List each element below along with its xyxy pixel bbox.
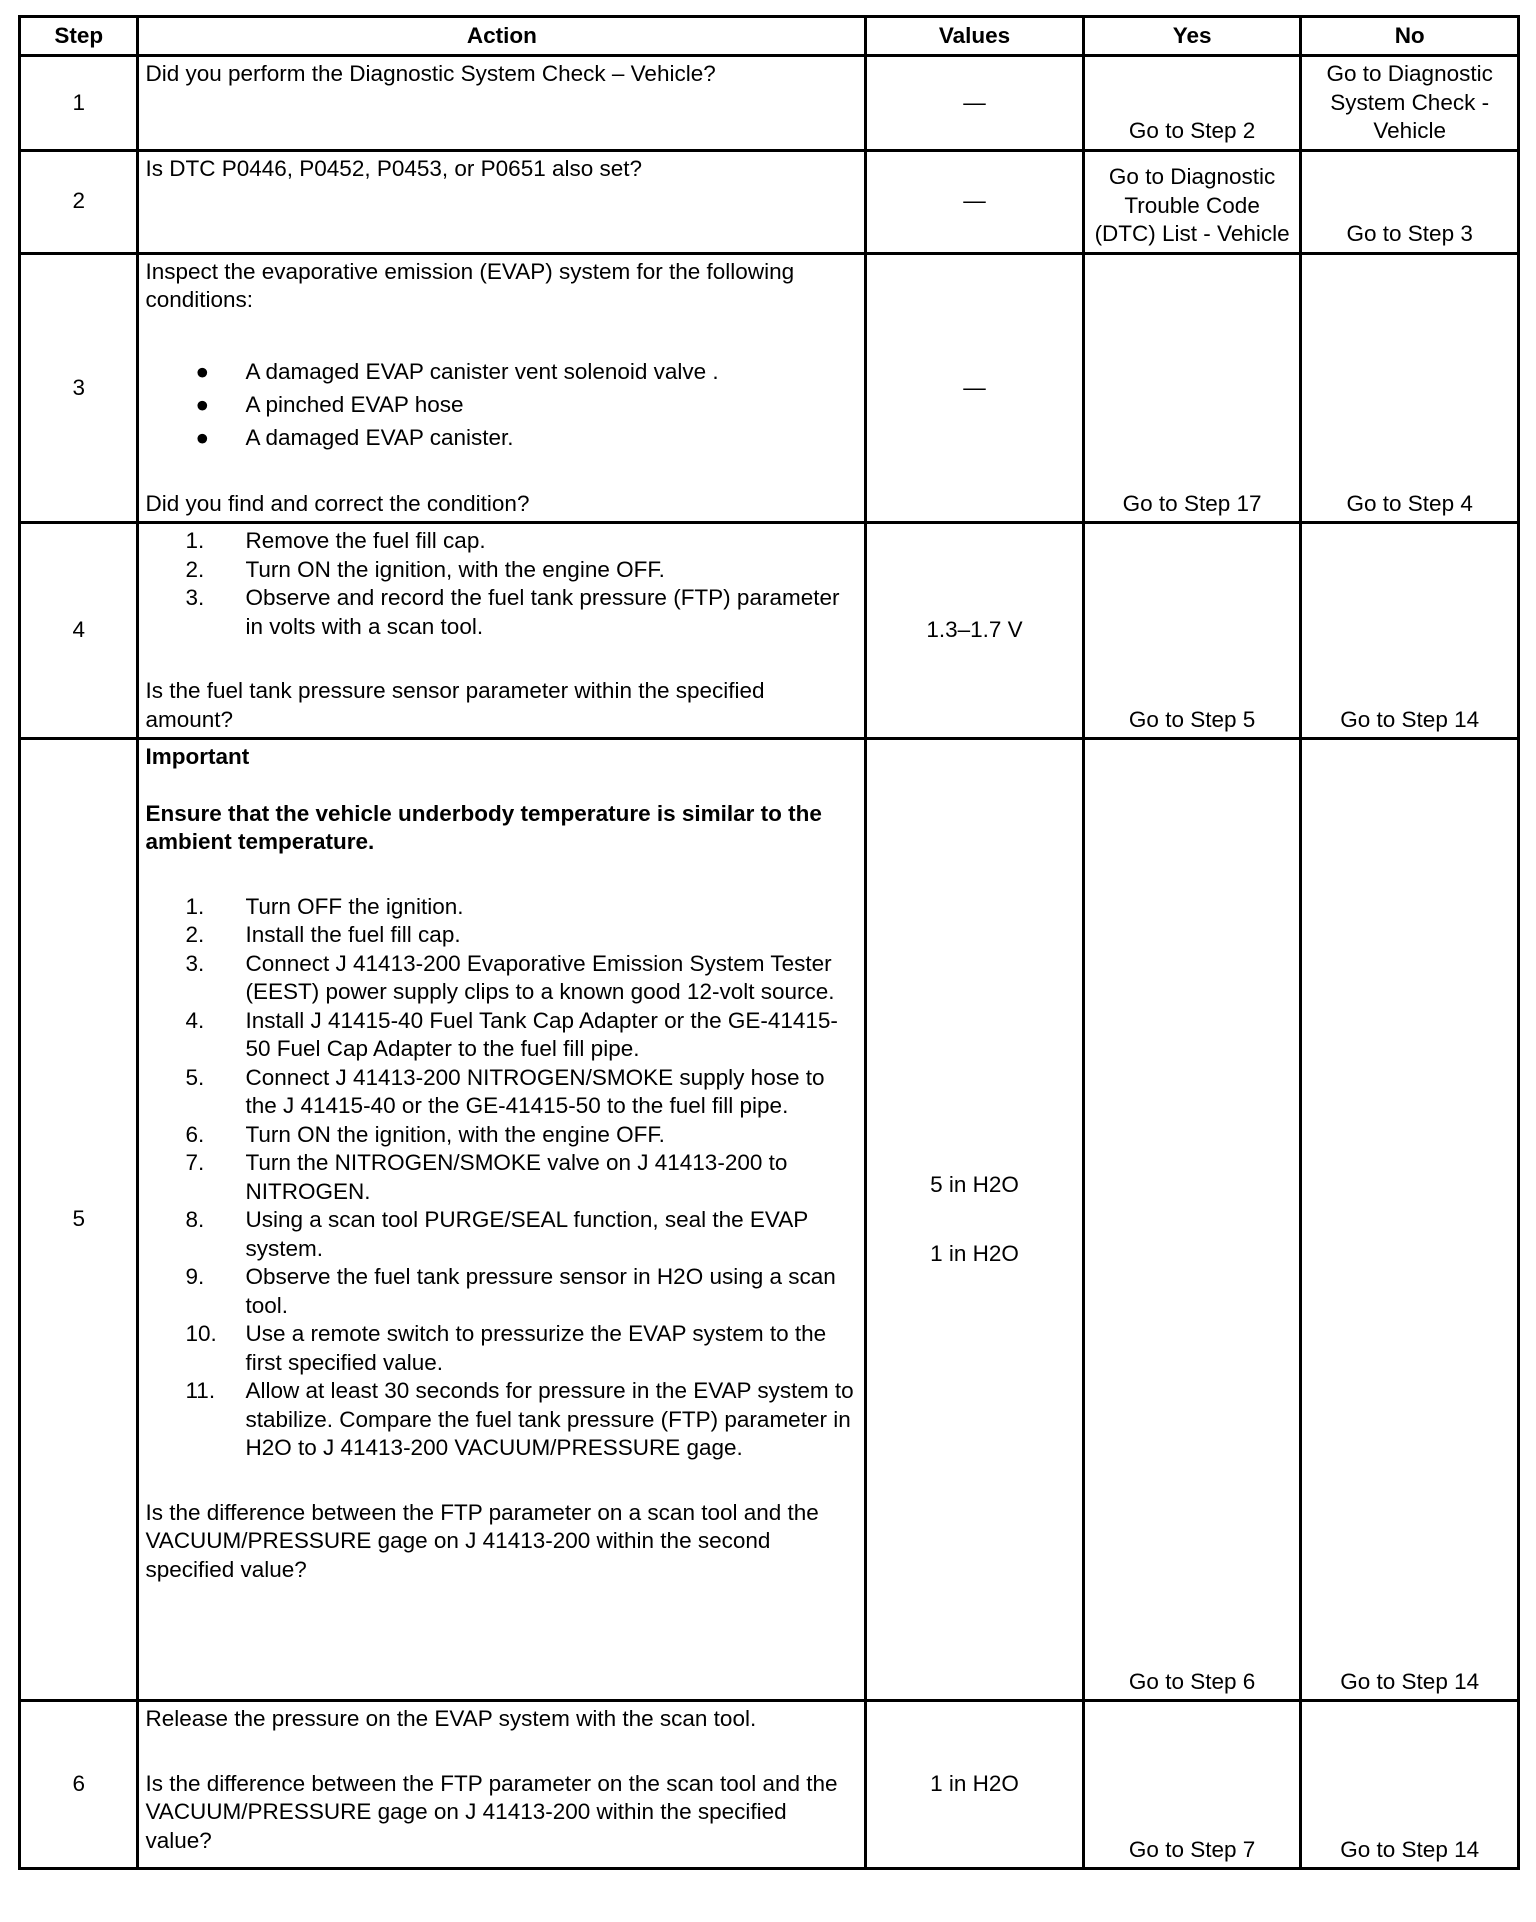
no-cell: Go to Step 14 xyxy=(1301,523,1519,739)
table-row xyxy=(20,150,1519,253)
procedure-list xyxy=(145,893,858,1463)
action-intro: Release the pressure on the EVAP system with the scan tool. xyxy=(145,1706,757,1731)
action-cell xyxy=(138,523,866,739)
list-item: 3. Connect J 41413-200 Evaporative Emission System Tester (EEST) power supply clips to a known good 12-volt source. xyxy=(185,950,835,1004)
values-cell: — xyxy=(866,56,1084,151)
list-item: 5. Connect J 41413-200 NITROGEN/SMOKE supply hose to the J 41415-40 or the GE-41415-50 to the fuel fill pipe. xyxy=(185,1064,825,1118)
no-cell: Go to Step 14 xyxy=(1301,739,1519,1701)
action-cell xyxy=(138,253,866,523)
action-question: Is the difference between the FTP parameter on the scan tool and the VACUUM/PRESSURE gage on J 41413-200 within the specified value? xyxy=(145,1770,838,1853)
list-item: 1. Remove the fuel fill cap. xyxy=(185,528,486,553)
important-heading: Important xyxy=(145,744,250,769)
table-row xyxy=(20,739,1519,1701)
yes-cell: Go to Step 17 xyxy=(1083,253,1301,523)
step-number: 5 xyxy=(20,739,138,1701)
yes-cell: Go to Step 5 xyxy=(1083,523,1301,739)
values-cell: 1.3–1.7 V xyxy=(866,523,1084,739)
step-number: 2 xyxy=(20,150,138,253)
values-cell xyxy=(866,739,1084,1701)
action-cell xyxy=(138,739,866,1701)
action-question: Did you find and correct the condition? xyxy=(145,490,530,516)
no-cell: Go to Step 4 xyxy=(1301,253,1519,523)
list-item: 2. Turn ON the ignition, with the engine OFF. xyxy=(185,556,665,582)
procedure-list xyxy=(145,527,858,641)
no-cell: Go to Step 14 xyxy=(1301,1701,1519,1869)
action-cell xyxy=(138,56,866,151)
list-item: 3. Observe and record the fuel tank pressure (FTP) parameter in volts with a scan tool. xyxy=(185,585,840,639)
list-item: 1. Turn OFF the ignition. xyxy=(185,893,464,919)
bullet-icon: ● xyxy=(195,424,210,450)
header-step: Step xyxy=(20,17,138,56)
bullet-icon: ● xyxy=(195,358,210,384)
important-note: Ensure that the vehicle underbody temperature is similar to the ambient temperature. xyxy=(145,800,822,854)
list-item: 9. Observe the fuel tank pressure sensor in H2O using a scan tool. xyxy=(185,1264,836,1318)
values-stack xyxy=(873,1171,1076,1268)
table-row xyxy=(20,523,1519,739)
yes-cell: Go to Step 6 xyxy=(1083,739,1301,1701)
values-cell: — xyxy=(866,150,1084,253)
list-item: ● A pinched EVAP hose xyxy=(145,388,858,421)
header-yes: Yes xyxy=(1083,17,1301,56)
list-item: 10. Use a remote switch to pressurize the EVAP system to the first specified value. xyxy=(185,1321,827,1375)
step-number: 6 xyxy=(20,1701,138,1869)
action-question: Did you perform the Diagnostic System Check – Vehicle? xyxy=(145,61,716,86)
values-cell: — xyxy=(866,253,1084,523)
header-no: No xyxy=(1301,17,1519,56)
action-cell xyxy=(138,1701,866,1869)
second-value: 1 in H2O xyxy=(930,1240,1019,1266)
action-question: Is the difference between the FTP parameter on a scan tool and the VACUUM/PRESSURE gage on J 41413-200 within the second specified value? xyxy=(145,1499,819,1582)
yes-cell: Go to Step 7 xyxy=(1083,1701,1301,1869)
values-cell: 1 in H2O xyxy=(866,1701,1084,1869)
step-number: 4 xyxy=(20,523,138,739)
header-values: Values xyxy=(866,17,1084,56)
action-intro: Inspect the evaporative emission (EVAP) system for the following conditions: xyxy=(145,258,795,312)
step-number: 1 xyxy=(20,56,138,151)
yes-cell: Go to Step 2 xyxy=(1083,56,1301,151)
list-item: 6. Turn ON the ignition, with the engine OFF. xyxy=(185,1121,665,1147)
table-row xyxy=(20,1701,1519,1869)
table-row xyxy=(20,253,1519,523)
condition-list xyxy=(145,355,858,454)
action-question: Is DTC P0446, P0452, P0453, or P0651 also set? xyxy=(145,155,643,181)
list-item: 2. Install the fuel fill cap. xyxy=(185,922,461,947)
list-item: ● A damaged EVAP canister. xyxy=(145,421,858,454)
yes-cell: Go to Diagnostic Trouble Code (DTC) List - Vehicle xyxy=(1083,150,1301,253)
diagnostic-table xyxy=(18,15,1520,1870)
list-item: 4. Install J 41415-40 Fuel Tank Cap Adapter or the GE-41415-50 Fuel Cap Adapter to the fuel fill pipe. xyxy=(185,1007,838,1061)
action-cell xyxy=(138,150,866,253)
no-cell: Go to Step 3 xyxy=(1301,150,1519,253)
step-number: 3 xyxy=(20,253,138,523)
list-item: ● A damaged EVAP canister vent solenoid valve . xyxy=(145,355,858,388)
table-row xyxy=(20,56,1519,151)
action-question: Is the fuel tank pressure sensor parameter within the specified amount? xyxy=(145,678,765,732)
no-cell: Go to Diagnostic System Check - Vehicle xyxy=(1301,56,1519,151)
list-item: 7. Turn the NITROGEN/SMOKE valve on J 41413-200 to NITROGEN. xyxy=(185,1150,788,1204)
list-item: 11. Allow at least 30 seconds for pressure in the EVAP system to stabilize. Compare the fuel tank pressure (FTP) parameter in H2O to J 41413-200 VACUUM/PRESSURE gage. xyxy=(185,1378,854,1460)
bullet-icon: ● xyxy=(195,391,210,417)
header-row xyxy=(20,17,1519,56)
list-item: 8. Using a scan tool PURGE/SEAL function, seal the EVAP system. xyxy=(185,1207,808,1261)
header-action: Action xyxy=(138,17,866,56)
first-value: 5 in H2O xyxy=(930,1172,1019,1197)
